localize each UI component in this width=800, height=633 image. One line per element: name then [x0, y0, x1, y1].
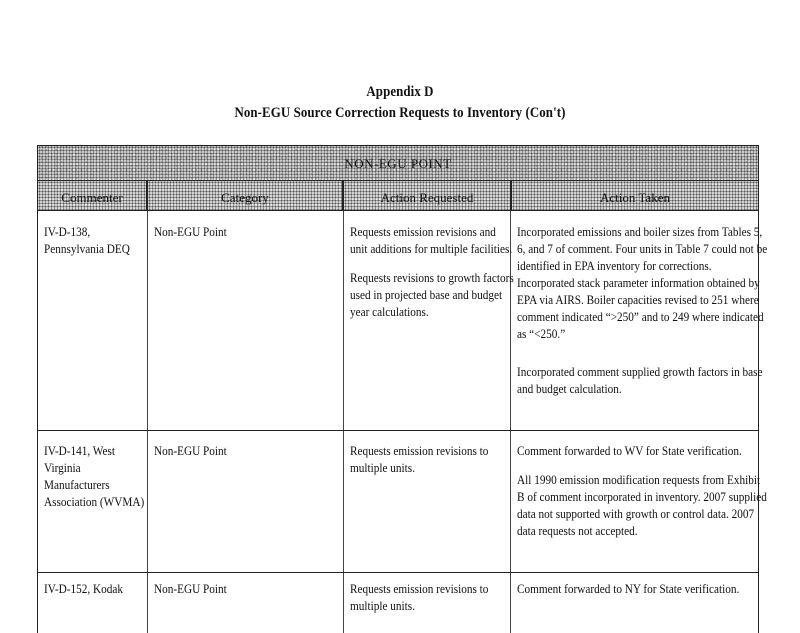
- cell-action-requested: Requests emission revisions to multiple units.: [350, 582, 489, 613]
- cell-category: Non-EGU Point: [154, 582, 227, 596]
- table-band-header: [37, 145, 759, 181]
- cell-category: Non-EGU Point: [154, 225, 227, 239]
- cell-action-taken: Incorporated emissions and boiler sizes from Tables 5, 6, and 7 of comment. Four units in Table 7 could not be identified in EPA inventory for corrections. Incorporated stack parameter information obtained by EPA via AIRS. Boiler capacities revised to 251 where comment indicated “>250” and to 249 where indicated as “<250.” Incorporated comment supplied growth factors in base and budget calculation.: [517, 225, 768, 396]
- table-row: [38, 573, 758, 633]
- cell-category: Non-EGU Point: [154, 444, 227, 458]
- column-header-action-requested: Action Requested: [343, 181, 511, 211]
- cell-action-requested: Requests emission revisions and unit additions for multiple facilities. Requests revisions to growth factors used in projected base and budget year calculations.: [350, 225, 514, 319]
- column-header-commenter: Commenter: [37, 181, 147, 211]
- cell-commenter: IV-D-141, West Virginia Manufacturers Association (WVMA): [44, 444, 145, 509]
- table-row: [38, 211, 768, 431]
- table-row: [38, 431, 767, 573]
- document-title: Non-EGU Source Correction Requests to Inventory (Con't): [234, 105, 566, 121]
- column-header-action-taken: Action Taken: [511, 181, 759, 211]
- column-header-row: [37, 181, 759, 211]
- appendix-label: Appendix D: [366, 84, 434, 100]
- cell-action-taken: Comment forwarded to WV for State verification. All 1990 emission modification requests from Exhibit B of comment incorporated in inventory. 2007 supplied data not supported with growth or control data. 2007 data requests not accepted.: [517, 444, 767, 538]
- cell-action-taken: Comment forwarded to NY for State verification.: [517, 582, 740, 596]
- cell-commenter: IV-D-138, Pennsylvania DEQ: [44, 225, 130, 256]
- cell-commenter: IV-D-152, Kodak: [44, 582, 123, 596]
- band-title: NON-EGU POINT: [344, 156, 452, 171]
- cell-action-requested: Requests emission revisions to multiple units.: [350, 444, 489, 475]
- column-header-category: Category: [147, 181, 343, 211]
- table-body: [37, 211, 768, 633]
